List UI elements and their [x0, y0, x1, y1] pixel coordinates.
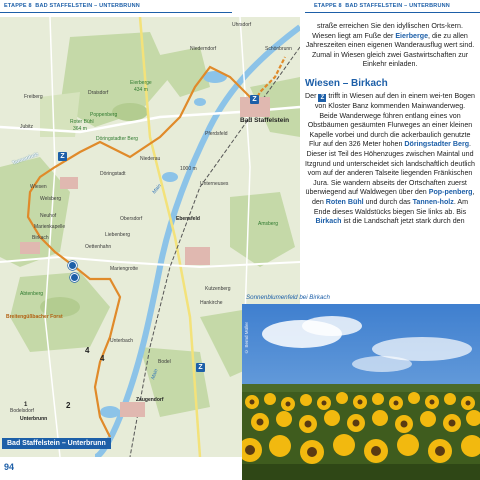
- map-caption: Bad Staffelstein – Unterbrunn: [2, 438, 111, 449]
- right-page-header: [314, 3, 450, 9]
- map-label: Pferdsfeld: [205, 131, 228, 137]
- map-label: Bad Staffelstein: [240, 117, 290, 124]
- left-page-header: [4, 3, 140, 9]
- map-label: Marienkapelle: [34, 224, 66, 230]
- route-marker-icon[interactable]: Z: [58, 152, 67, 161]
- waypoint-pin-icon[interactable]: [70, 273, 79, 282]
- map-label: Schönbrunn: [265, 46, 292, 52]
- page-number: 94: [4, 462, 15, 472]
- route-symbol-icon: Z: [318, 94, 326, 102]
- map-number: 2: [66, 401, 71, 410]
- map-label: Unterbrunn: [20, 416, 48, 422]
- highlight: Birkach: [315, 217, 342, 226]
- map-label: Poppenberg: [90, 112, 118, 118]
- map-label: Döringstadter Berg: [96, 136, 138, 142]
- map-label: Obersdorf: [120, 216, 143, 222]
- map-label: Wiesen: [30, 184, 47, 190]
- map-number: 1: [24, 402, 28, 408]
- map-label: Liebenberg: [105, 232, 131, 238]
- photo-graphic: [242, 304, 480, 480]
- map-label: Breitengüßbacher Forst: [6, 314, 63, 320]
- map-number: 4: [100, 354, 105, 363]
- map-label: 1000 m: [180, 166, 197, 172]
- map-label: Abtenberg: [20, 291, 44, 297]
- highlight: Tannen-holz: [412, 197, 454, 206]
- map-label: Birkach: [32, 235, 49, 241]
- map-label: 434 m: [134, 87, 148, 93]
- map-label: Niederndorf: [190, 46, 217, 52]
- paragraph: Der Z trifft in Wiesen auf den in einem wei-ten Bogen von Kloster Banz kommenden Mainwanderweg. Beide Wanderwege führen entlang eines von Obstbäumen gesäumten Flurweges an einer kleinen Kapelle vorbei und durch die ackerbaulich genutzte Flur auf den 326 Meter hohen Döringstadter Berg. Dieser ist Teil des Höhenzuges zwischen Maintal und Itzgrund und unterscheidet sich landschaftlich deutlich vom auf der anderen Talseite liegenden Fränkischen Jura. Sie wandern abseits der Ortschaften zuerst überwiegend auf Waldwegen über den Pop-penberg, den Roten Bühl und durch das Tannen-holz. Am Ende dieses Waldstücks biegen Sie links ab. Bis Birkach ist die Landschaft jetzt stark durch den: [305, 91, 475, 226]
- map-label: Freiberg: [24, 94, 43, 100]
- map-label: Tannenholz: [11, 151, 40, 167]
- map-label: Main: [151, 183, 163, 196]
- map-label: Neuhof: [40, 213, 57, 219]
- map-label: Niederau: [140, 156, 161, 162]
- route-label: BAD STAFFELSTEIN – UNTERBRUNN: [345, 3, 450, 9]
- route-marker-icon[interactable]: Z: [250, 95, 259, 104]
- highlight: Roten Bühl: [325, 197, 364, 206]
- map-label: Main: [150, 368, 160, 381]
- map-label: Welsberg: [40, 196, 62, 202]
- map-label: Zaugendorf: [136, 397, 164, 403]
- map-label: Jubitz: [20, 124, 34, 130]
- header-rule: [305, 12, 480, 13]
- photo-caption: Sonnenblumenfeld bei Birkach: [246, 294, 330, 301]
- map-number: 4: [85, 346, 90, 355]
- map-label: Hankirche: [200, 300, 223, 306]
- highlight: Pop-penberg: [428, 188, 473, 197]
- header-rule: [0, 12, 232, 13]
- map-label: Oettenhahn: [85, 244, 112, 250]
- map-label: Bodel: [158, 359, 171, 365]
- waypoint-pin-icon[interactable]: [68, 261, 77, 270]
- map-label: Bodelsdorf: [10, 408, 34, 414]
- map-label: Draisdorf: [88, 90, 109, 96]
- map-label: Mariengrotte: [110, 266, 139, 272]
- map-label: Unterneuses: [200, 181, 229, 187]
- route-marker-icon[interactable]: Z: [196, 363, 205, 372]
- stage-label: ETAPPE 8: [4, 3, 32, 9]
- article-text: [305, 22, 475, 227]
- map-label: Roter Bühl: [70, 119, 94, 125]
- map-label: Unterbach: [110, 338, 134, 344]
- route-label: BAD STAFFELSTEIN – UNTERBRUNN: [35, 3, 140, 9]
- map-label: Eierberge: [130, 80, 152, 86]
- map-label: 364 m: [73, 126, 87, 132]
- highlight: Eierberge: [395, 31, 429, 40]
- map-label: Ebensfeld: [176, 216, 200, 222]
- map-label: Döringstadt: [100, 171, 126, 177]
- map-label: Amsberg: [258, 221, 279, 227]
- photo-credit: © Bernd Müller: [244, 322, 249, 354]
- map-label: Kutzenberg: [205, 286, 231, 292]
- paragraph: straße erreichen Sie den idyllischen Orts-kern. Wiesen liegt am Fuße der Eierberge, die zu allen Jahreszeiten einen eigenen Wanderausflug wert sind. Zumal in Wiesen gleich zwei Gastwirtschaften zur Einkehr einladen.: [305, 22, 475, 69]
- sunflower-photo: [242, 304, 480, 480]
- section-heading: Wiesen – Birkach: [305, 77, 388, 89]
- stage-label: ETAPPE 8: [314, 3, 342, 9]
- map-label: Uhrsdorf: [232, 22, 252, 28]
- highlight: Döringstadter Berg: [404, 140, 470, 149]
